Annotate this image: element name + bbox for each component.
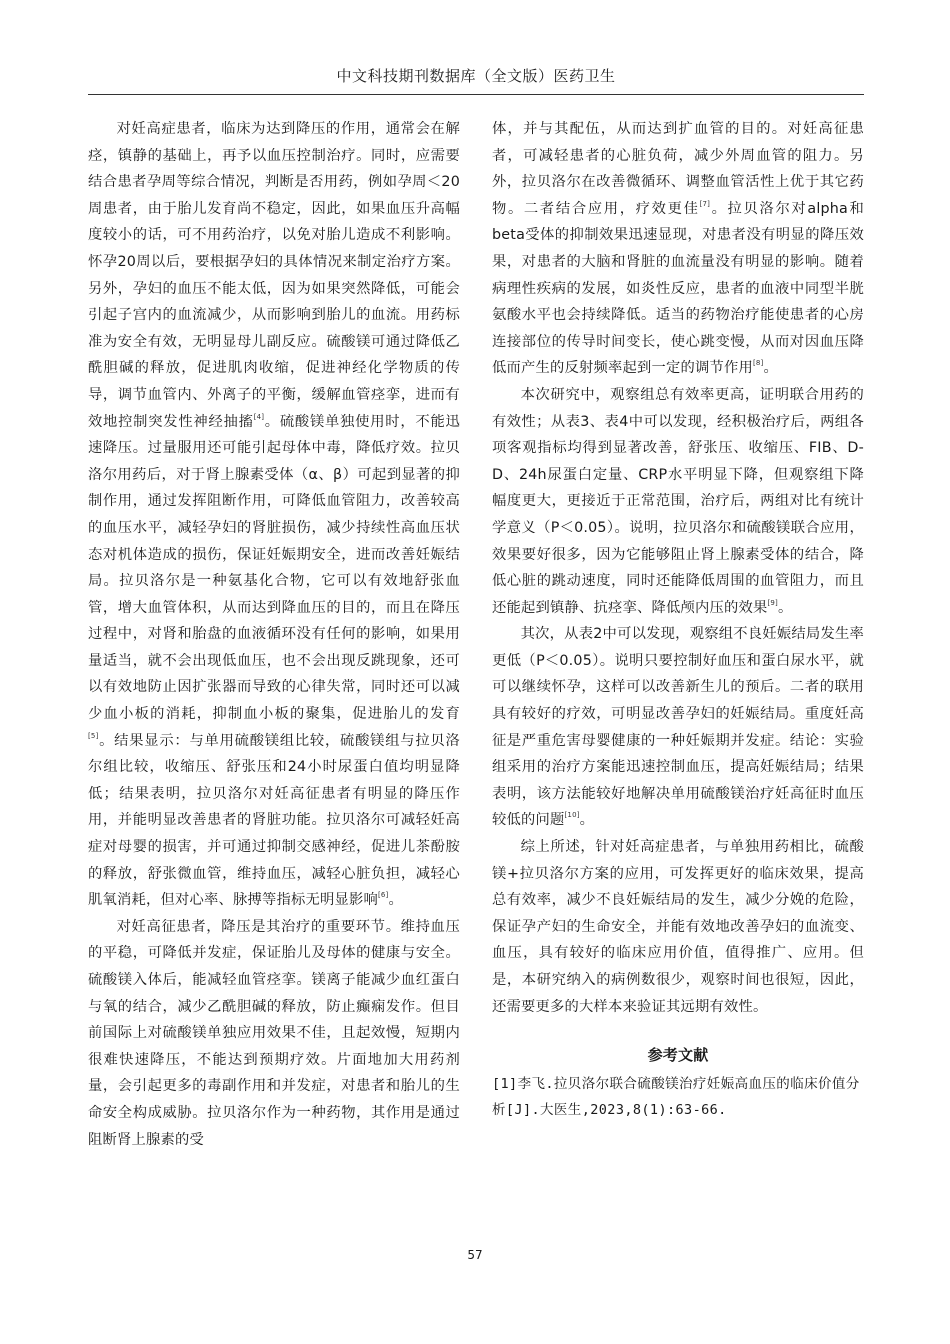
journal-header: 中文科技期刊数据库（全文版）医药卫生 xyxy=(336,67,616,85)
citation-marker: [5] xyxy=(88,731,99,740)
citation-marker: [6] xyxy=(377,891,389,900)
citation-marker: [8] xyxy=(752,359,764,368)
paragraph xyxy=(88,116,460,914)
paragraph-text: 体，并与其配伍，从而达到扩血管的目的。对妊高征患者，可减轻患者的心脏负荷，减少外周血管的阻力。另外，拉贝洛尔在改善微循环、调整血管活性上优于其它药物。二者结合应用，疗效更佳 xyxy=(492,121,864,217)
paragraph-text: 。 xyxy=(777,599,793,616)
paragraph-text: 。 xyxy=(388,892,403,909)
paragraph-text: 。结果显示：与单用硫酸镁组比较，硫酸镁组与拉贝洛尔组比较，收缩压、舒张压和24小时尿蛋白值均明显降低；结果表明，拉贝洛尔对妊高征患者有明显的降压作用，并能明显改善患者的肾脏功能。拉贝洛尔可减轻妊高症对母婴的损害，并可通过抑制交感神经，促进儿茶酚胺的释放，舒张微血管，维持血压，减轻心脏负担，减轻心肌氧消耗，但对心率、脉搏等指标无明显影响 xyxy=(88,732,460,909)
paragraph xyxy=(492,116,864,382)
references-heading: 参考文献 xyxy=(647,1046,709,1065)
paragraph xyxy=(492,621,864,834)
paragraph-text: 。 xyxy=(763,360,778,377)
header-divider xyxy=(88,94,864,95)
right-column xyxy=(492,116,864,1124)
left-column xyxy=(88,116,460,1153)
reference-item: [1]李飞.拉贝洛尔联合硫酸镁治疗妊娠高血压的临床价值分析[J].大医生,2023,8(1):63-66. xyxy=(492,1075,860,1119)
paragraph xyxy=(492,382,864,621)
paragraph: 综上所述，针对妊高症患者，与单独用药相比，硫酸镁+拉贝洛尔方案的应用，可发挥更好的临床效果，提高总有效率，减少不良妊娠结局的发生，减少分娩的危险，保证孕产妇的生命安全，并能有效地改善孕妇的血流变、血压，具有较好的临床应用价值，值得推广、应用。但是，本研究纳入的病例数很少，观察时间也很短，因此，还需要更多的大样本来验证其远期有效性。 xyxy=(492,839,864,1015)
citation-marker: [4] xyxy=(253,412,265,421)
citation-marker: [10] xyxy=(564,811,580,820)
citation-marker: [7] xyxy=(699,199,711,208)
citation-marker: [9] xyxy=(767,598,778,607)
paragraph: 对妊高征患者，降压是其治疗的重要环节。维持血压的平稳，可降低并发症，保证胎儿及母体的健康与安全。硫酸镁入体后，能减轻血管痉挛。镁离子能减少血红蛋白与氧的结合，减少乙酰胆碱的释放，防止癫痫发作。但目前国际上对硫酸镁单独应用效果不佳，且起效慢，短期内很难快速降压，不能达到预期疗效。片面地加大用药剂量，会引起更多的毒副作用和并发症，对患者和胎儿的生命安全构成威胁。拉贝洛尔作为一种药物，其作用是通过阻断肾上腺素的受 xyxy=(88,918,460,1148)
paragraph-text: 其次，从表2中可以发现，观察组不良妊娠结局发生率更低（P＜0.05）。说明只要控制好血压和蛋白尿水平，就可以继续怀孕，这样可以改善新生儿的预后。二者的联用具有较好的疗效，可明显改善孕妇的妊娠结局。重度妊高征是严重危害母婴健康的一种妊娠期并发症。结论：实验组采用的治疗方案能迅速控制血压，提高妊娠结局；结果表明，该方法能较好地解决单用硫酸镁治疗妊高征时血压较低的问题 xyxy=(492,626,864,829)
paragraph-text: 。硫酸镁单独使用时，不能迅速降压。过量服用还可能引起母体中毒，降低疗效。拉贝洛尔用药后，对于肾上腺素受体（α、β）可起到显著的抑制作用，通过发挥阻断作用，可降低血管阻力，改善较高的血压水平，减轻孕妇的肾脏损伤，减少持续性高血压状态对机体造成的损伤，保证妊娠期安全，进而改善妊娠结局。拉贝洛尔是一种氨基化合物，它可以有效地舒张血管，增大血管体积，从而达到降血压的目的，而且在降压过程中，对肾和胎盘的血液循环没有任何的影响，如果用量适当，就不会出现低血压，也不会出现反跳现象，还可以有效地防止因扩张器而导致的心律失常，同时还可以减少血小板的消耗，抑制血小板的聚集，促进胎儿的发育 xyxy=(88,413,460,723)
paragraph-text: 对妊高症患者，临床为达到降压的作用，通常会在解痉，镇静的基础上，再予以血压控制治疗。同时，应需要结合患者孕周等综合情况，判断是否用药，例如孕周＜20周患者，由于胎儿发育尚不稳定，因此，如果血压升高幅度较小的话，可不用药治疗，以免对胎儿造成不利影响。怀孕20周以后，要根据孕妇的具体情况来制定治疗方案。另外，孕妇的血压不能太低，因为如果突然降低，可能会引起子宫内的血流减少，从而影响到胎儿的血流。用药标准为安全有效，无明显母儿副反应。硫酸镁可通过降低乙酰胆碱的释放，促进肌肉收缩，促进神经化学物质的传导，调节血管内、外离子的平衡，缓解血管痉挛，进而有效地控制突发性神经抽搐 xyxy=(88,121,460,430)
paragraph-text: 。 xyxy=(579,812,595,829)
page-number: 57 xyxy=(467,1248,483,1262)
paragraph-text: 。拉贝洛尔对alpha和beta受体的抑制效果迅速显现，对患者没有明显的降压效果，对患者的大脑和肾脏的血流量没有明显的影响。随着病理性疾病的发展，如炎性反应，患者的血液中同型半胱氨酸水平也会持续降低。适当的药物治疗能使患者的心房连接部位的传导时间变长，使心跳变慢，从而对因血压降低而产生的反射频率起到一定的调节作用 xyxy=(492,200,864,377)
paragraph-text: 本次研究中，观察组总有效率更高，证明联合用药的有效性；从表3、表4中可以发现，经积极治疗后，两组各项客观指标均得到显著改善，舒张压、收缩压、FIB、D-D、24h尿蛋白定量、CRP水平明显下降，但观察组下降幅度更大，更接近于正常范围，治疗后，两组对比有统计学意义（P＜0.05）。说明，拉贝洛尔和硫酸镁联合应用，效果要好很多，因为它能够阻止肾上腺素受体的结合，降低心脏的跳动速度，同时还能降低周围的血管阻力，而且还能起到镇静、抗痉挛、降低颅内压的效果 xyxy=(492,386,864,616)
